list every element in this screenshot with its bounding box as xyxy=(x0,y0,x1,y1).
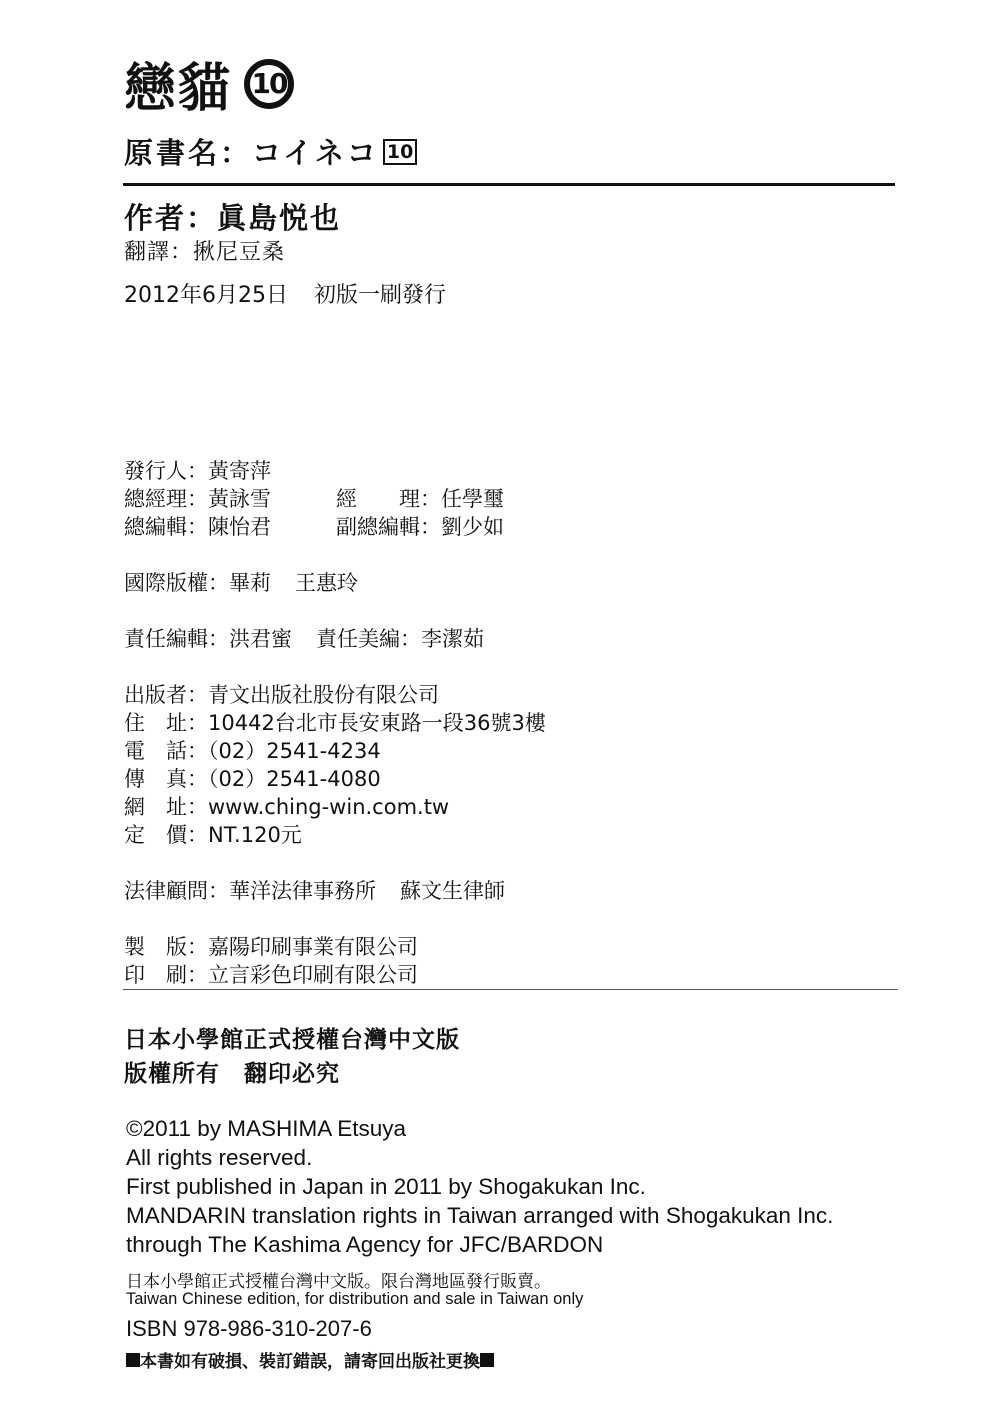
chief-editor-line xyxy=(124,513,504,541)
book-title xyxy=(124,46,294,121)
publisher-person-line xyxy=(124,457,271,485)
responsible-editor: 責任編輯：洪君蜜 xyxy=(124,627,292,651)
lawyer: 蘇文生律師 xyxy=(400,879,505,903)
distribution-note-cn: 日本小學館正式授權台灣中文版。限台灣地區發行販賣。 xyxy=(126,1272,551,1292)
manager: 經 理：任學璽 xyxy=(336,487,504,511)
legal-line xyxy=(124,877,505,905)
title-text: 戀貓 xyxy=(124,59,233,119)
author-line: 作者：眞島悦也 xyxy=(124,201,342,235)
volume-badge: 10 xyxy=(244,59,294,109)
isbn: ISBN 978-986-310-207-6 xyxy=(126,1316,372,1341)
title-divider xyxy=(123,183,895,186)
footer-divider xyxy=(123,989,898,990)
black-square-icon xyxy=(480,1353,494,1367)
price: 定 價：NT.120元 xyxy=(124,823,302,847)
copyright-line: First published in Japan in 2011 by Shogakukan Inc. xyxy=(126,1174,646,1199)
distribution-note-en: Taiwan Chinese edition, for distribution and sale in Taiwan only xyxy=(126,1290,584,1308)
printer: 印 刷：立言彩色印刷有限公司 xyxy=(124,963,418,987)
deputy-editor: 副總編輯：劉少如 xyxy=(336,515,504,539)
plate-maker: 製 版：嘉陽印刷事業有限公司 xyxy=(124,935,418,959)
chief-editor: 總編輯：陳怡君 xyxy=(124,515,271,539)
authorization-line-1: 日本小學館正式授權台灣中文版 xyxy=(124,1026,460,1053)
legal-counsel: 法律顧問：華洋法律事務所 xyxy=(124,879,376,903)
original-title-label: 原書名：コイネコ xyxy=(124,136,379,170)
publisher-name: 出版者：青文出版社股份有限公司 xyxy=(124,683,439,707)
publisher-address: 住 址：10442台北市長安東路一段36號3樓 xyxy=(124,711,546,735)
rights-manager: 國際版權：畢莉 xyxy=(124,571,271,595)
original-title xyxy=(124,131,417,172)
copyright-line: through The Kashima Agency for JFC/BARDON xyxy=(126,1232,604,1257)
general-manager: 總經理：黃詠雪 xyxy=(124,487,271,511)
black-square-icon xyxy=(126,1353,140,1367)
rights-line xyxy=(124,569,358,597)
copyright-line: All rights reserved. xyxy=(126,1145,313,1170)
damage-notice xyxy=(126,1347,494,1372)
edition-date: 2012年6月25日 xyxy=(124,283,288,308)
edition-line xyxy=(124,278,446,309)
publisher-phone: 電 話：（02）2541-4234 xyxy=(124,739,381,763)
authorization-line-2: 版權所有 翻印必究 xyxy=(124,1060,340,1087)
editor-line xyxy=(124,625,484,653)
copyright-line: ©2011 by MASHIMA Etsuya xyxy=(126,1116,407,1141)
publisher-fax: 傳 真：（02）2541-4080 xyxy=(124,767,381,791)
gm-line xyxy=(124,485,504,513)
original-volume-box: 10 xyxy=(383,139,417,165)
publisher-person: 發行人：黃寄萍 xyxy=(124,459,271,483)
copyright-line: MANDARIN translation rights in Taiwan arranged with Shogakukan Inc. xyxy=(126,1203,834,1228)
translator-line: 翻譯：揪尼豆桑 xyxy=(124,240,286,265)
damage-notice-text: 本書如有破損、裝訂錯誤，請寄回出版社更換 xyxy=(140,1352,480,1372)
rights-manager-2: 王惠玲 xyxy=(295,571,358,595)
art-editor: 責任美編：李潔茹 xyxy=(316,627,484,651)
publisher-website: 網 址：www.ching-win.com.tw xyxy=(124,795,450,819)
edition-note: 初版一刷發行 xyxy=(313,283,446,308)
